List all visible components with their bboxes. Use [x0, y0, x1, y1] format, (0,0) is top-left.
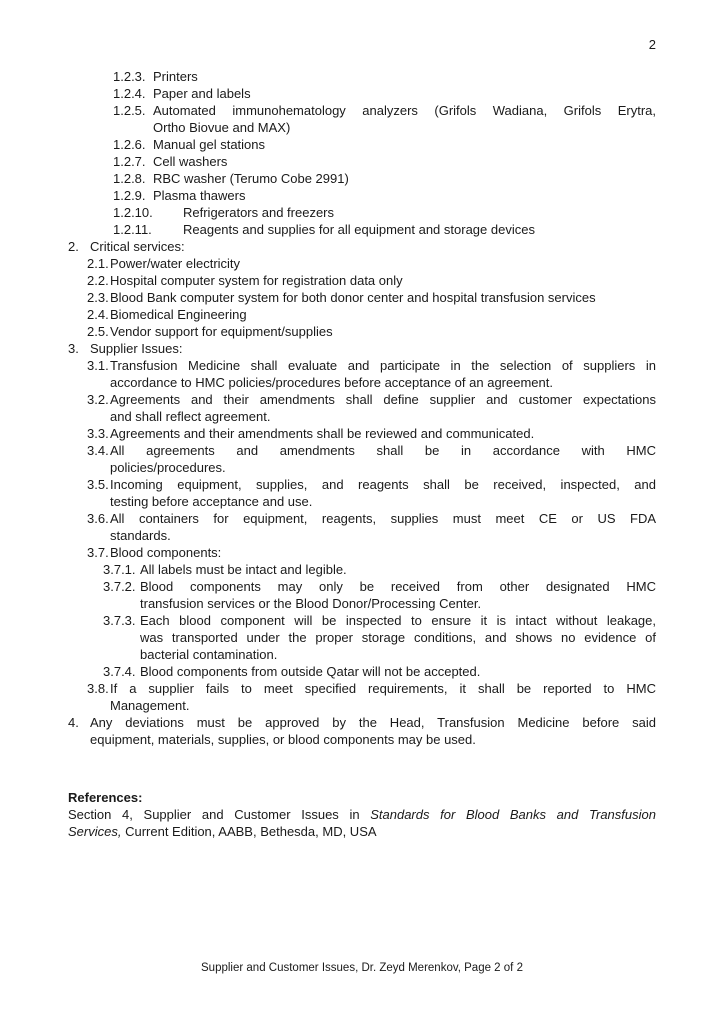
references-line: [68, 806, 656, 823]
references-italic-title: Standards for Blood Banks and Transfusion: [370, 807, 656, 822]
item-number: 2.1.: [87, 256, 109, 271]
item-number: 3.7.: [87, 545, 109, 560]
item-number: 3.3.: [87, 426, 109, 441]
item-line: All agreements and amendments shall be in accordance with HMC: [110, 443, 656, 458]
item-line: Blood Bank computer system for both donor center and hospital transfusion services: [110, 290, 596, 305]
item-line: Vendor support for equipment/supplies: [110, 324, 333, 339]
item-number: 4.: [68, 715, 79, 730]
item-number: 3.7.4.: [103, 664, 136, 679]
references-text: [68, 806, 656, 840]
item-line: Agreements and their amendments shall define supplier and customer expectations: [110, 392, 656, 407]
list-item: [68, 238, 656, 255]
item-number: 3.6.: [87, 511, 109, 526]
item-number: 1.2.3.: [113, 69, 146, 84]
item-number: 1.2.9.: [113, 188, 146, 203]
list-item: [113, 204, 656, 221]
page-footer: [0, 961, 724, 976]
list-item: [87, 306, 656, 323]
item-line: Hospital computer system for registration data only: [110, 273, 403, 288]
list-item: [113, 102, 656, 136]
references-italic-title: Services,: [68, 824, 122, 839]
item-line: Critical services:: [90, 239, 185, 254]
list-item: [87, 323, 656, 340]
item-line: was transported under the proper storage conditions, and shows no evidence of: [140, 630, 656, 645]
references-line: [68, 823, 656, 840]
references-regular-text: Section 4, Supplier and Customer Issues in: [68, 807, 371, 822]
item-number: 1.2.11.: [113, 222, 152, 237]
item-line: testing before acceptance and use.: [110, 494, 313, 509]
item-line: Management.: [110, 698, 190, 713]
item-number: 1.2.5.: [113, 103, 146, 118]
item-number: 1.2.7.: [113, 154, 146, 169]
list-item: [87, 357, 656, 391]
list-item: [113, 187, 656, 204]
list-item: [113, 170, 656, 187]
references-heading: References:: [68, 790, 143, 805]
item-line: Biomedical Engineering: [110, 307, 247, 322]
item-line: Agreements and their amendments shall be reviewed and communicated.: [110, 426, 535, 441]
item-line: All labels must be intact and legible.: [140, 562, 347, 577]
item-line: Power/water electricity: [110, 256, 241, 271]
item-number: 3.2.: [87, 392, 109, 407]
list-item: [113, 68, 656, 85]
item-line: Transfusion Medicine shall evaluate and participate in the selection of suppliers in: [110, 358, 656, 373]
item-line: Paper and labels: [153, 86, 251, 101]
item-number: 1.2.10.: [113, 205, 153, 220]
item-number: 2.: [68, 239, 79, 254]
list-item: [87, 510, 656, 544]
list-item: [103, 663, 656, 680]
item-line: accordance to HMC policies/procedures before acceptance of an agreement.: [110, 375, 553, 390]
list-item: [113, 221, 656, 238]
references-section: [68, 789, 656, 840]
item-number: 1.2.4.: [113, 86, 146, 101]
item-line: Blood components may only be received from other designated HMC: [140, 579, 656, 594]
item-number: 3.7.2.: [103, 579, 136, 594]
item-number: 3.: [68, 341, 79, 356]
list-item: [68, 714, 656, 748]
item-line: Reagents and supplies for all equipment and storage devices: [183, 222, 535, 237]
item-line: Plasma thawers: [153, 188, 246, 203]
item-line: If a supplier fails to meet specified requirements, it shall be reported to HMC: [110, 681, 656, 696]
item-number: 2.4.: [87, 307, 109, 322]
item-number: 3.7.3.: [103, 613, 136, 628]
list-item: [87, 442, 656, 476]
list-item: [87, 289, 656, 306]
list-item: [113, 85, 656, 102]
list-item: [103, 561, 656, 578]
item-line: Blood components:: [110, 545, 222, 560]
item-line: standards.: [110, 528, 171, 543]
list-item: [103, 612, 656, 663]
references-regular-text: Current Edition, AABB, Bethesda, MD, USA: [121, 824, 377, 839]
list-item: [87, 391, 656, 425]
item-line: RBC washer (Terumo Cobe 2991): [153, 171, 349, 186]
list-item: [87, 272, 656, 289]
list-item: [87, 425, 656, 442]
item-line: equipment, materials, supplies, or blood components may be used.: [90, 732, 476, 747]
item-line: transfusion services or the Blood Donor/Processing Center.: [140, 596, 482, 611]
item-line: Each blood component will be inspected to ensure it is intact without leakage,: [140, 613, 656, 628]
item-number: 2.3.: [87, 290, 109, 305]
item-line: Refrigerators and freezers: [183, 205, 335, 220]
item-line: All containers for equipment, reagents, supplies must meet CE or US FDA: [110, 511, 656, 526]
item-line: Manual gel stations: [153, 137, 266, 152]
item-number: 1.2.8.: [113, 171, 146, 186]
list-item: [87, 544, 656, 561]
item-line: Supplier Issues:: [90, 341, 183, 356]
footer-text: Supplier and Customer Issues, Dr. Zeyd Merenkov, Page 2 of 2: [201, 962, 523, 974]
list-item: [87, 255, 656, 272]
item-line: Automated immunohematology analyzers (Grifols Wadiana, Grifols Erytra,: [153, 103, 656, 118]
list-item: [68, 340, 656, 357]
item-number: 3.4.: [87, 443, 109, 458]
item-number: 3.7.1.: [103, 562, 136, 577]
list-item: [113, 136, 656, 153]
document-body: [68, 68, 656, 840]
item-line: Printers: [153, 69, 198, 84]
item-line: policies/procedures.: [110, 460, 226, 475]
item-number: 1.2.6.: [113, 137, 146, 152]
item-line: bacterial contamination.: [140, 647, 278, 662]
item-number: 3.8.: [87, 681, 109, 696]
list-item: [87, 476, 656, 510]
list-item: [87, 680, 656, 714]
item-line: Ortho Biovue and MAX): [153, 120, 291, 135]
item-line: Any deviations must be approved by the Head, Transfusion Medicine before said: [90, 715, 656, 730]
page-number: 2: [648, 37, 656, 52]
list-item: [113, 153, 656, 170]
item-line: Cell washers: [153, 154, 228, 169]
item-number: 3.5.: [87, 477, 109, 492]
item-line: Blood components from outside Qatar will not be accepted.: [140, 664, 481, 679]
item-line: and shall reflect agreement.: [110, 409, 271, 424]
item-line: Incoming equipment, supplies, and reagents shall be received, inspected, and: [110, 477, 656, 492]
item-number: 2.2.: [87, 273, 109, 288]
list-item: [103, 578, 656, 612]
item-number: 2.5.: [87, 324, 109, 339]
item-number: 3.1.: [87, 358, 109, 373]
